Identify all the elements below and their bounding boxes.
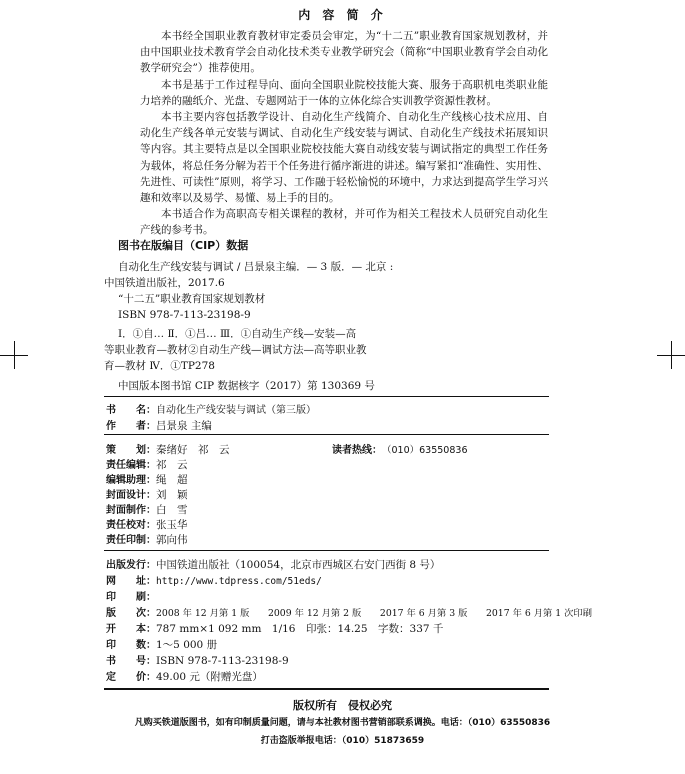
crop-mark-right-v: [671, 341, 672, 369]
crop-mark-left-v: [14, 341, 15, 369]
divider: [104, 396, 549, 397]
book-author-value: 吕景泉 主编: [156, 420, 212, 432]
page-title: 内 容 简 介: [298, 8, 387, 22]
staff-row: [106, 501, 230, 516]
summary-paragraph: 本书适合作为高职高专相关课程的教材，并可作为相关工程技术人员研究自动化生产线的参考书。: [140, 208, 548, 237]
pub-label: 网 址：: [106, 576, 156, 587]
staff-value: 秦绪好 祁 云: [156, 444, 230, 456]
book-author-label: 作 者：: [106, 421, 156, 432]
staff-row: [106, 531, 230, 546]
pub-row: [106, 604, 592, 620]
staff-label: 封面设计：: [106, 490, 156, 501]
staff-value: 祁 云: [156, 459, 188, 471]
staff-label: 封面制作：: [106, 505, 156, 516]
pub-label: 版 次：: [106, 608, 156, 619]
quality-notice: 凡购买铁道版图书，如有印制质量问题，请与本社教材图书营销部联系调换。电话：（010）63550836: [134, 718, 551, 728]
cip-line: 中国铁道出版社，2017.6: [104, 277, 225, 289]
staff-label: 责任校对：: [106, 520, 156, 531]
staff-label: 策 划：: [106, 445, 156, 456]
pub-row: [106, 588, 592, 604]
pub-value: 中国铁道出版社（100054，北京市西城区右安门西街 8 号）: [156, 559, 441, 571]
content-summary: [140, 28, 548, 239]
pub-value: 1～5 000 册: [156, 639, 218, 651]
divider: [104, 434, 549, 435]
pub-row: [106, 652, 592, 668]
hotline-label: 读者热线：: [332, 445, 382, 456]
summary-paragraph: 本书经全国职业教育教材审定委员会审定，为“十二五”职业教育国家规划教材，并由中国职业技术教育学会自动化技术类专业教学研究会（简称“中国职业教育学会自动化教学研究会”）推荐使用。: [140, 30, 548, 75]
staff-label: 责任印制：: [106, 535, 156, 546]
cip-line: ISBN 978-7-113-23198-9: [118, 309, 251, 321]
pub-value: http://www.tdpress.com/51eds/: [156, 576, 322, 587]
book-title-label: 书 名：: [106, 405, 156, 416]
staff-row: [106, 516, 230, 531]
cip-record: [104, 259, 534, 323]
staff-value: 郭向伟: [156, 534, 188, 546]
cip-core-number: [104, 378, 534, 394]
pub-value: 2008 年 12 月第 1 版 2009 年 12 月第 2 版 2017 年 6 月第 3 版 2017 年 6 月第 1 次印刷: [156, 608, 593, 619]
staff-row: [106, 486, 230, 501]
cip-core-number-text: 中国版本图书馆 CIP 数据核字（2017）第 130369 号: [118, 380, 375, 392]
staff-label: 编辑助理：: [106, 475, 156, 486]
reader-hotline: [332, 441, 468, 456]
staff-label: 责任编辑：: [106, 460, 156, 471]
staff-row: [106, 456, 230, 471]
staff-row: [106, 441, 230, 456]
pub-row: [106, 556, 592, 572]
cip-class-line: 育—教材 Ⅳ．①TP278: [104, 360, 215, 372]
cip-line: 自动化生产线安装与调试 / 吕景泉主编．— 3 版．— 北京 :: [118, 261, 394, 273]
staff-value: 白 雪: [156, 504, 188, 516]
publication-info: [106, 556, 592, 684]
pub-row: [106, 668, 592, 684]
hotline-value: （010）63550836: [382, 445, 468, 456]
pub-value: ISBN 978-7-113-23198-9: [156, 655, 289, 667]
staff-value: 张玉华: [156, 519, 188, 531]
pub-value: 49.00 元（附赠光盘）: [156, 671, 263, 683]
pub-row: [106, 620, 592, 636]
pub-label: 书 号：: [106, 656, 156, 667]
staff-value: 刘 颖: [156, 489, 188, 501]
summary-paragraph: 本书主要内容包括教学设计、自动化生产线简介、自动化生产线核心技术应用、自动化生产线各单元安装与调试、自动化生产线安装与调试、自动化生产线技术拓展知识等内容。其主要特点是以全国职业院校技能大赛自动线安装与调试指定的典型工作任务为载体，将总任务分解为若干个任务进行循序渐进的讲述。编写紧扣“准确性、实用性、先进性、可读性”原则，将学习、工作融于轻松愉悦的环境中，力求达到提高学生学习兴趣和效率以及易学、易懂、易上手的目的。: [140, 111, 548, 205]
cip-class-line: Ⅰ．①自… Ⅱ．①吕… Ⅲ．①自动生产线—安装—高: [118, 328, 357, 340]
cip-heading: 图书在版编目（CIP）数据: [118, 239, 249, 252]
piracy-hotline: 打击盗版举报电话：（010）51873659: [260, 736, 425, 746]
book-author-row: [106, 417, 212, 433]
staff-list: [106, 441, 230, 546]
staff-row: [106, 471, 230, 486]
divider: [104, 550, 549, 551]
divider-thick: [104, 688, 549, 690]
pub-label: 出版发行：: [106, 560, 156, 571]
book-title-value: 自动化生产线安装与调试（第三版）: [156, 405, 316, 416]
pub-label: 印 刷：: [106, 592, 156, 603]
pub-row: [106, 636, 592, 652]
rights-notice: 版权所有 侵权必究: [293, 699, 392, 712]
pub-row: [106, 572, 592, 588]
pub-label: 印 数：: [106, 640, 156, 651]
staff-value: 绳 超: [156, 474, 188, 486]
cip-class-line: 等职业教育—教材②自动生产线—调试方法—高等职业教: [104, 344, 367, 356]
pub-label: 开 本：: [106, 624, 156, 635]
pub-value: 787 mm×1 092 mm 1/16 印张：14.25 字数：337 千: [156, 623, 444, 635]
pub-label: 定 价：: [106, 672, 156, 683]
book-title-row: [106, 401, 316, 416]
cip-classification: [104, 326, 534, 374]
cip-line: “十二五”职业教育国家规划教材: [118, 293, 266, 305]
summary-paragraph: 本书是基于工作过程导向、面向全国职业院校技能大赛、服务于高职机电类职业能力培养的融纸介、光盘、专题网站于一体的立体化综合实训教学资源性教材。: [140, 78, 548, 107]
